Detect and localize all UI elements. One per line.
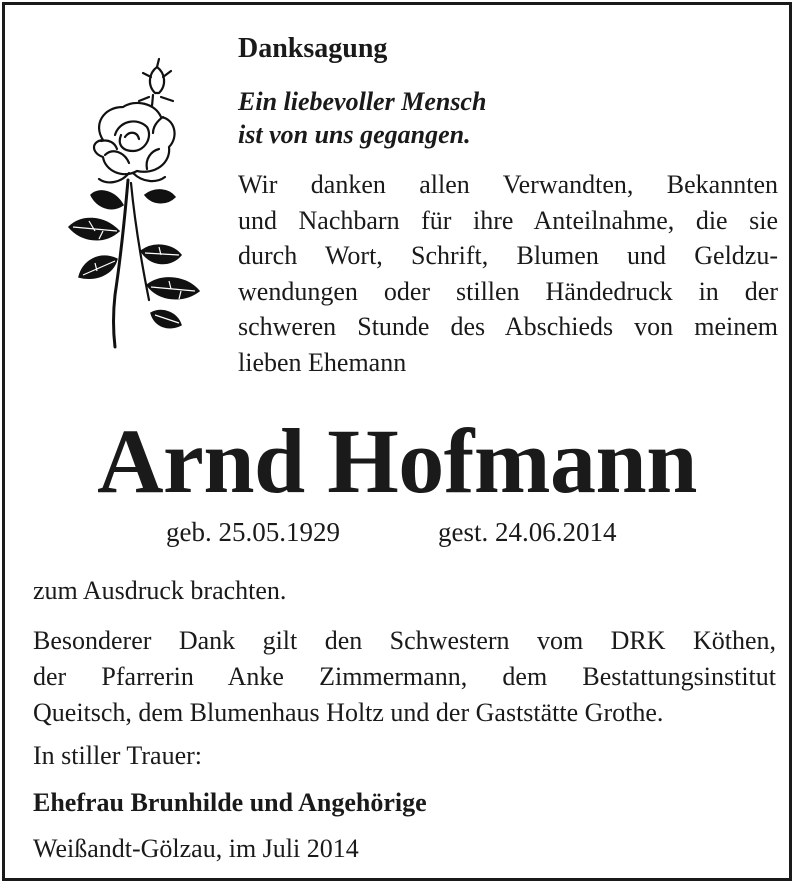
intro-line: wendungen oder stillen Händedruck in der bbox=[238, 276, 778, 306]
notice-subheading bbox=[238, 85, 486, 151]
thanks-line: Besonderer Dank gilt den Schwestern vom DRK Köthen, bbox=[33, 626, 776, 655]
thanks-line: der Pfarrerin Anke Zimmermann, dem Bestattungsinstitut bbox=[33, 662, 776, 691]
thanks-line: Queitsch, dem Blumenhaus Holtz und der Gaststätte Grothe. bbox=[33, 698, 664, 727]
life-dates bbox=[166, 515, 616, 549]
place-date: Weißandt-Gölzau, im Juli 2014 bbox=[33, 834, 359, 863]
obituary-card bbox=[2, 2, 792, 881]
birth-date: geb. 25.05.1929 bbox=[166, 517, 340, 547]
subheading-line: Ein liebevoller Mensch bbox=[238, 87, 487, 116]
mourning-label: In stiller Trauer: bbox=[33, 741, 202, 770]
intro-line: lieben Ehemann bbox=[238, 347, 407, 377]
intro-paragraph bbox=[238, 167, 778, 380]
intro-line: durch Wort, Schrift, Blumen und Geldzu- bbox=[238, 241, 778, 270]
deceased-name: Arnd Hofmann bbox=[97, 410, 697, 512]
death-date: gest. 24.06.2014 bbox=[437, 517, 617, 547]
continuation-text: zum Ausdruck brachten. bbox=[33, 576, 287, 605]
intro-line: schweren Stunde des Abschieds von meinem bbox=[238, 312, 778, 341]
intro-line: Wir danken allen Verwandten, Bekannten bbox=[238, 170, 778, 199]
special-thanks-paragraph bbox=[33, 623, 776, 731]
mourners: Ehefrau Brunhilde und Angehörige bbox=[33, 788, 427, 817]
intro-line: und Nachbarn für ihre Anteilnahme, die sie bbox=[238, 205, 778, 235]
subheading-line: ist von uns gegangen. bbox=[238, 120, 471, 149]
notice-heading: Danksagung bbox=[238, 33, 388, 64]
rose-icon bbox=[33, 55, 223, 350]
